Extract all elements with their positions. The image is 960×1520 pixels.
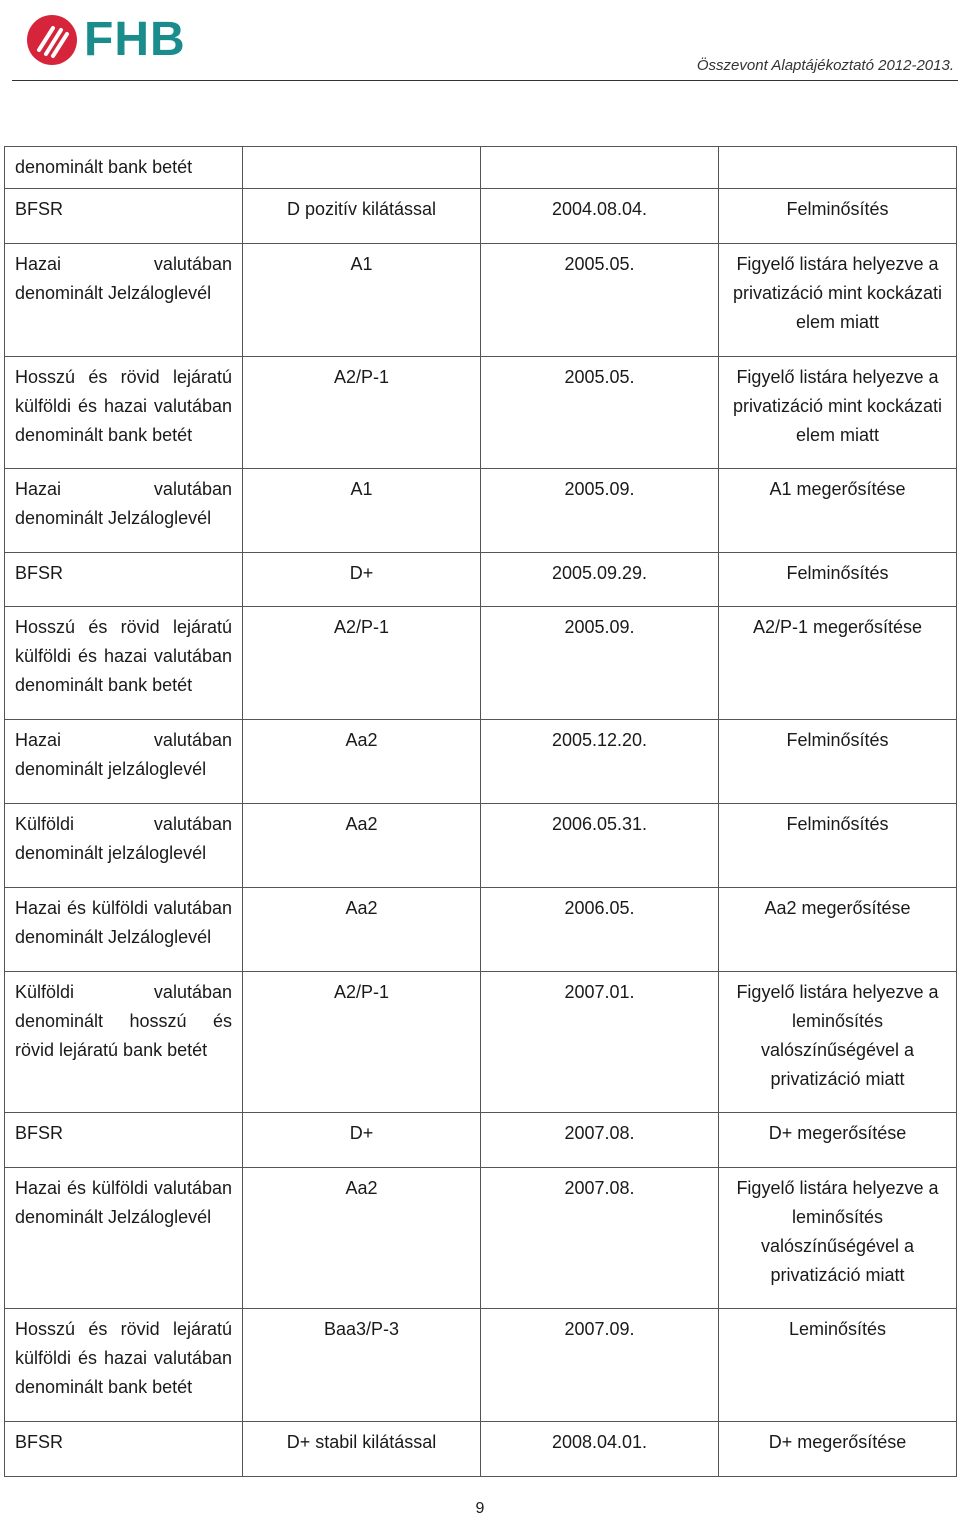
rating-history-table [4, 146, 957, 1477]
action-cell: Felminősítés [719, 553, 957, 607]
rating-cell [243, 147, 481, 189]
rating-cell: D+ [243, 1113, 481, 1168]
instrument-cell: Hazai valutában denominált jelzáloglevél [5, 720, 243, 804]
date-cell: 2005.12.20. [481, 720, 719, 804]
rating-cell: A2/P-1 [243, 607, 481, 720]
date-cell: 2004.08.04. [481, 189, 719, 244]
date-cell: 2007.01. [481, 972, 719, 1113]
action-cell: Leminősítés [719, 1309, 957, 1422]
instrument-cell: Hazai és külföldi valutában denominált Jelzáloglevél [5, 1168, 243, 1309]
date-cell: 2008.04.01. [481, 1422, 719, 1477]
rating-cell: Aa2 [243, 1168, 481, 1309]
action-cell: Figyelő listára helyezve a privatizáció mint kockázati elem miatt [719, 357, 957, 469]
table-row [5, 804, 957, 888]
page-header [12, 0, 958, 81]
date-cell: 2007.09. [481, 1309, 719, 1422]
table-row [5, 469, 957, 553]
instrument-cell: Hazai és külföldi valutában denominált Jelzáloglevél [5, 888, 243, 972]
action-cell: D+ megerősítése [719, 1422, 957, 1477]
instrument-cell: BFSR [5, 189, 243, 244]
instrument-cell: Külföldi valutában denominált hosszú és rövid lejáratú bank betét [5, 972, 243, 1113]
instrument-cell: BFSR [5, 1422, 243, 1477]
action-cell: Felminősítés [719, 720, 957, 804]
instrument-cell: denominált bank betét [5, 147, 243, 189]
action-cell: Aa2 megerősítése [719, 888, 957, 972]
action-cell: Figyelő listára helyezve a privatizáció mint kockázati elem miatt [719, 244, 957, 357]
instrument-cell: Hosszú és rövid lejáratú külföldi és hazai valutában denominált bank betét [5, 357, 243, 469]
date-cell [481, 147, 719, 189]
action-cell: Figyelő listára helyezve a leminősítés valószínűségével a privatizáció miatt [719, 972, 957, 1113]
instrument-cell: BFSR [5, 1113, 243, 1168]
instrument-cell: Hosszú és rövid lejáratú külföldi és hazai valutában denominált bank betét [5, 1309, 243, 1422]
action-cell: D+ megerősítése [719, 1113, 957, 1168]
action-cell: Figyelő listára helyezve a leminősítés valószínűségével a privatizáció miatt [719, 1168, 957, 1309]
action-cell: A2/P-1 megerősítése [719, 607, 957, 720]
rating-cell: Baa3/P-3 [243, 1309, 481, 1422]
date-cell: 2006.05.31. [481, 804, 719, 888]
table-row [5, 1168, 957, 1309]
date-cell: 2005.05. [481, 357, 719, 469]
table-row [5, 357, 957, 469]
page-number: 9 [475, 1500, 485, 1517]
rating-cell: D+ [243, 553, 481, 607]
action-cell: Felminősítés [719, 804, 957, 888]
table-row [5, 189, 957, 244]
table-row [5, 1113, 957, 1168]
date-cell: 2005.09. [481, 469, 719, 553]
rating-cell: D pozitív kilátással [243, 189, 481, 244]
instrument-cell: Hazai valutában denominált Jelzáloglevél [5, 469, 243, 553]
table-row [5, 888, 957, 972]
rating-cell: A2/P-1 [243, 972, 481, 1113]
instrument-cell: BFSR [5, 553, 243, 607]
rating-cell: A1 [243, 469, 481, 553]
table-row [5, 607, 957, 720]
table-row [5, 244, 957, 357]
date-cell: 2005.05. [481, 244, 719, 357]
instrument-cell: Hosszú és rövid lejáratú külföldi és hazai valutában denominált bank betét [5, 607, 243, 720]
fhb-logo-icon [26, 14, 78, 66]
table-row [5, 1422, 957, 1477]
rating-cell: Aa2 [243, 720, 481, 804]
action-cell: A1 megerősítése [719, 469, 957, 553]
table-row [5, 147, 957, 189]
table-row [5, 1309, 957, 1422]
logo-text: FHB [84, 13, 186, 66]
rating-cell: D+ stabil kilátással [243, 1422, 481, 1477]
rating-cell: A1 [243, 244, 481, 357]
date-cell: 2007.08. [481, 1168, 719, 1309]
document-title: Összevont Alaptájékoztató 2012-2013. [696, 57, 954, 74]
date-cell: 2005.09. [481, 607, 719, 720]
fhb-logo [26, 12, 186, 68]
instrument-cell: Külföldi valutában denominált jelzáloglevél [5, 804, 243, 888]
table-row [5, 972, 957, 1113]
date-cell: 2005.09.29. [481, 553, 719, 607]
date-cell: 2007.08. [481, 1113, 719, 1168]
action-cell [719, 147, 957, 189]
date-cell: 2006.05. [481, 888, 719, 972]
instrument-cell: Hazai valutában denominált Jelzáloglevél [5, 244, 243, 357]
action-cell: Felminősítés [719, 189, 957, 244]
table-row [5, 553, 957, 607]
table-row [5, 720, 957, 804]
rating-cell: Aa2 [243, 888, 481, 972]
rating-cell: Aa2 [243, 804, 481, 888]
rating-cell: A2/P-1 [243, 357, 481, 469]
